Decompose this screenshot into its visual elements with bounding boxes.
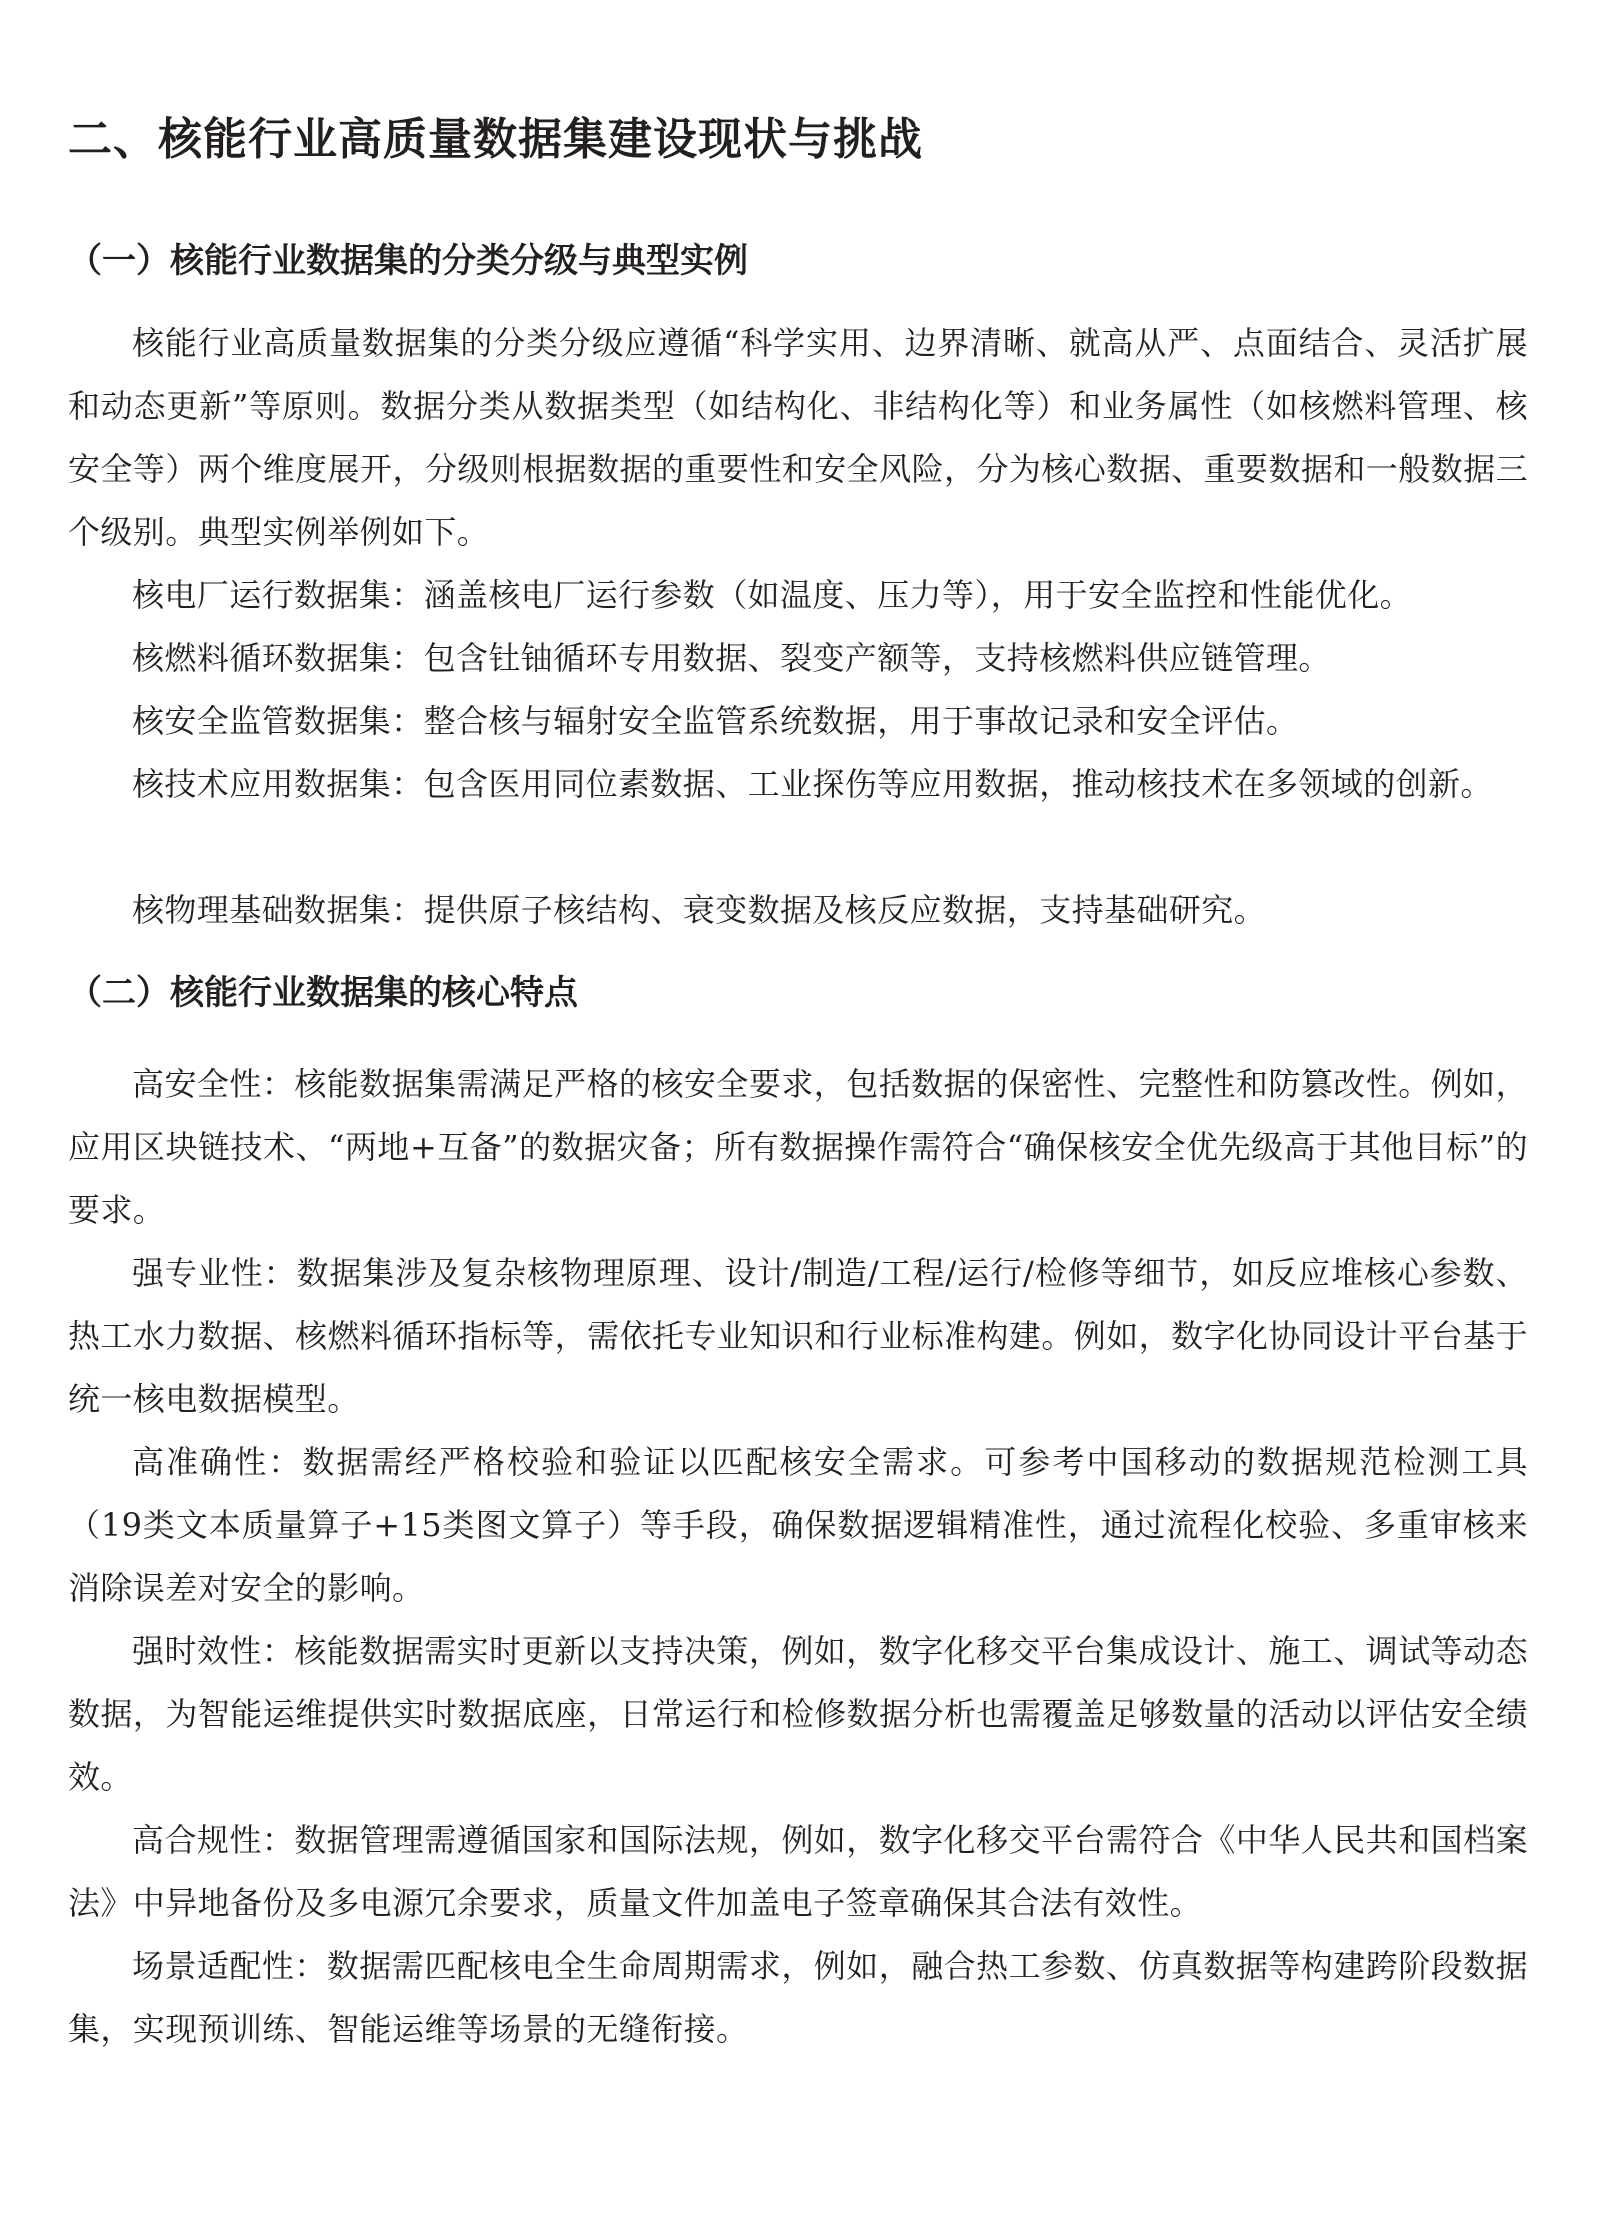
paragraph-scenario-adaptability: 场景适配性：数据需匹配核电全生命周期需求，例如，融合热工参数、仿真数据等构建跨阶段数据集，实现预训练、智能运维等场景的无缝衔接。 [68,1947,1528,2048]
section-heading-core-features: （二）核能行业数据集的核心特点 [68,973,578,1013]
chapter-title: 二、核能行业高质量数据集建设现状与挑战 [68,114,923,165]
paragraph-npp-operation-dataset: 核电厂运行数据集：涵盖核电厂运行参数（如温度、压力等），用于安全监控和性能优化。 [132,576,1413,614]
paragraph-fuel-cycle-dataset: 核燃料循环数据集：包含钍铀循环专用数据、裂变产额等，支持核燃料供应链管理。 [132,639,1331,677]
paragraph-nuclear-physics-dataset: 核物理基础数据集：提供原子核结构、衰变数据及核反应数据，支持基础研究。 [132,891,1267,929]
paragraph-safety-regulation-dataset: 核安全监管数据集：整合核与辐射安全监管系统数据，用于事故记录和安全评估。 [132,702,1299,740]
paragraph-strong-professionalism: 强专业性：数据集涉及复杂核物理原理、设计/制造/工程/运行/检修等细节，如反应堆核心参数、热工水力数据、核燃料循环指标等，需依托专业知识和行业标准构建。例如，数字化协同设计平台基于统一核电数据模型。 [68,1254,1528,1418]
paragraph-strong-timeliness: 强时效性：核能数据需实时更新以支持决策，例如，数字化移交平台集成设计、施工、调试等动态数据，为智能运维提供实时数据底座，日常运行和检修数据分析也需覆盖足够数量的活动以评估安全绩效。 [68,1632,1528,1796]
paragraph-high-security: 高安全性：核能数据集需满足严格的核安全要求，包括数据的保密性、完整性和防篡改性。例如，应用区块链技术、“两地+互备”的数据灾备；所有数据操作需符合“确保核安全优先级高于其他目标”的要求。 [68,1065,1528,1229]
paragraph-technology-application-dataset: 核技术应用数据集：包含医用同位素数据、工业探伤等应用数据，推动核技术在多领域的创新。 [132,765,1493,803]
paragraph-high-accuracy: 高准确性：数据需经严格校验和验证以匹配核安全需求。可参考中国移动的数据规范检测工具（19类文本质量算子+15类图文算子）等手段，确保数据逻辑精准性，通过流程化校验、多重审核来消除误差对安全的影响。 [68,1443,1528,1607]
paragraph-high-compliance: 高合规性：数据管理需遵循国家和国际法规，例如，数字化移交平台需符合《中华人民共和国档案法》中异地备份及多电源冗余要求，质量文件加盖电子签章确保其合法有效性。 [68,1821,1528,1922]
section-heading-classification: （一）核能行业数据集的分类分级与典型实例 [68,241,748,281]
paragraph-classification-principles: 核能行业高质量数据集的分类分级应遵循“科学实用、边界清晰、就高从严、点面结合、灵活扩展和动态更新”等原则。数据分类从数据类型（如结构化、非结构化等）和业务属性（如核燃料管理、核安全等）两个维度展开，分级则根据数据的重要性和安全风险，分为核心数据、重要数据和一般数据三个级别。典型实例举例如下。 [68,324,1528,551]
